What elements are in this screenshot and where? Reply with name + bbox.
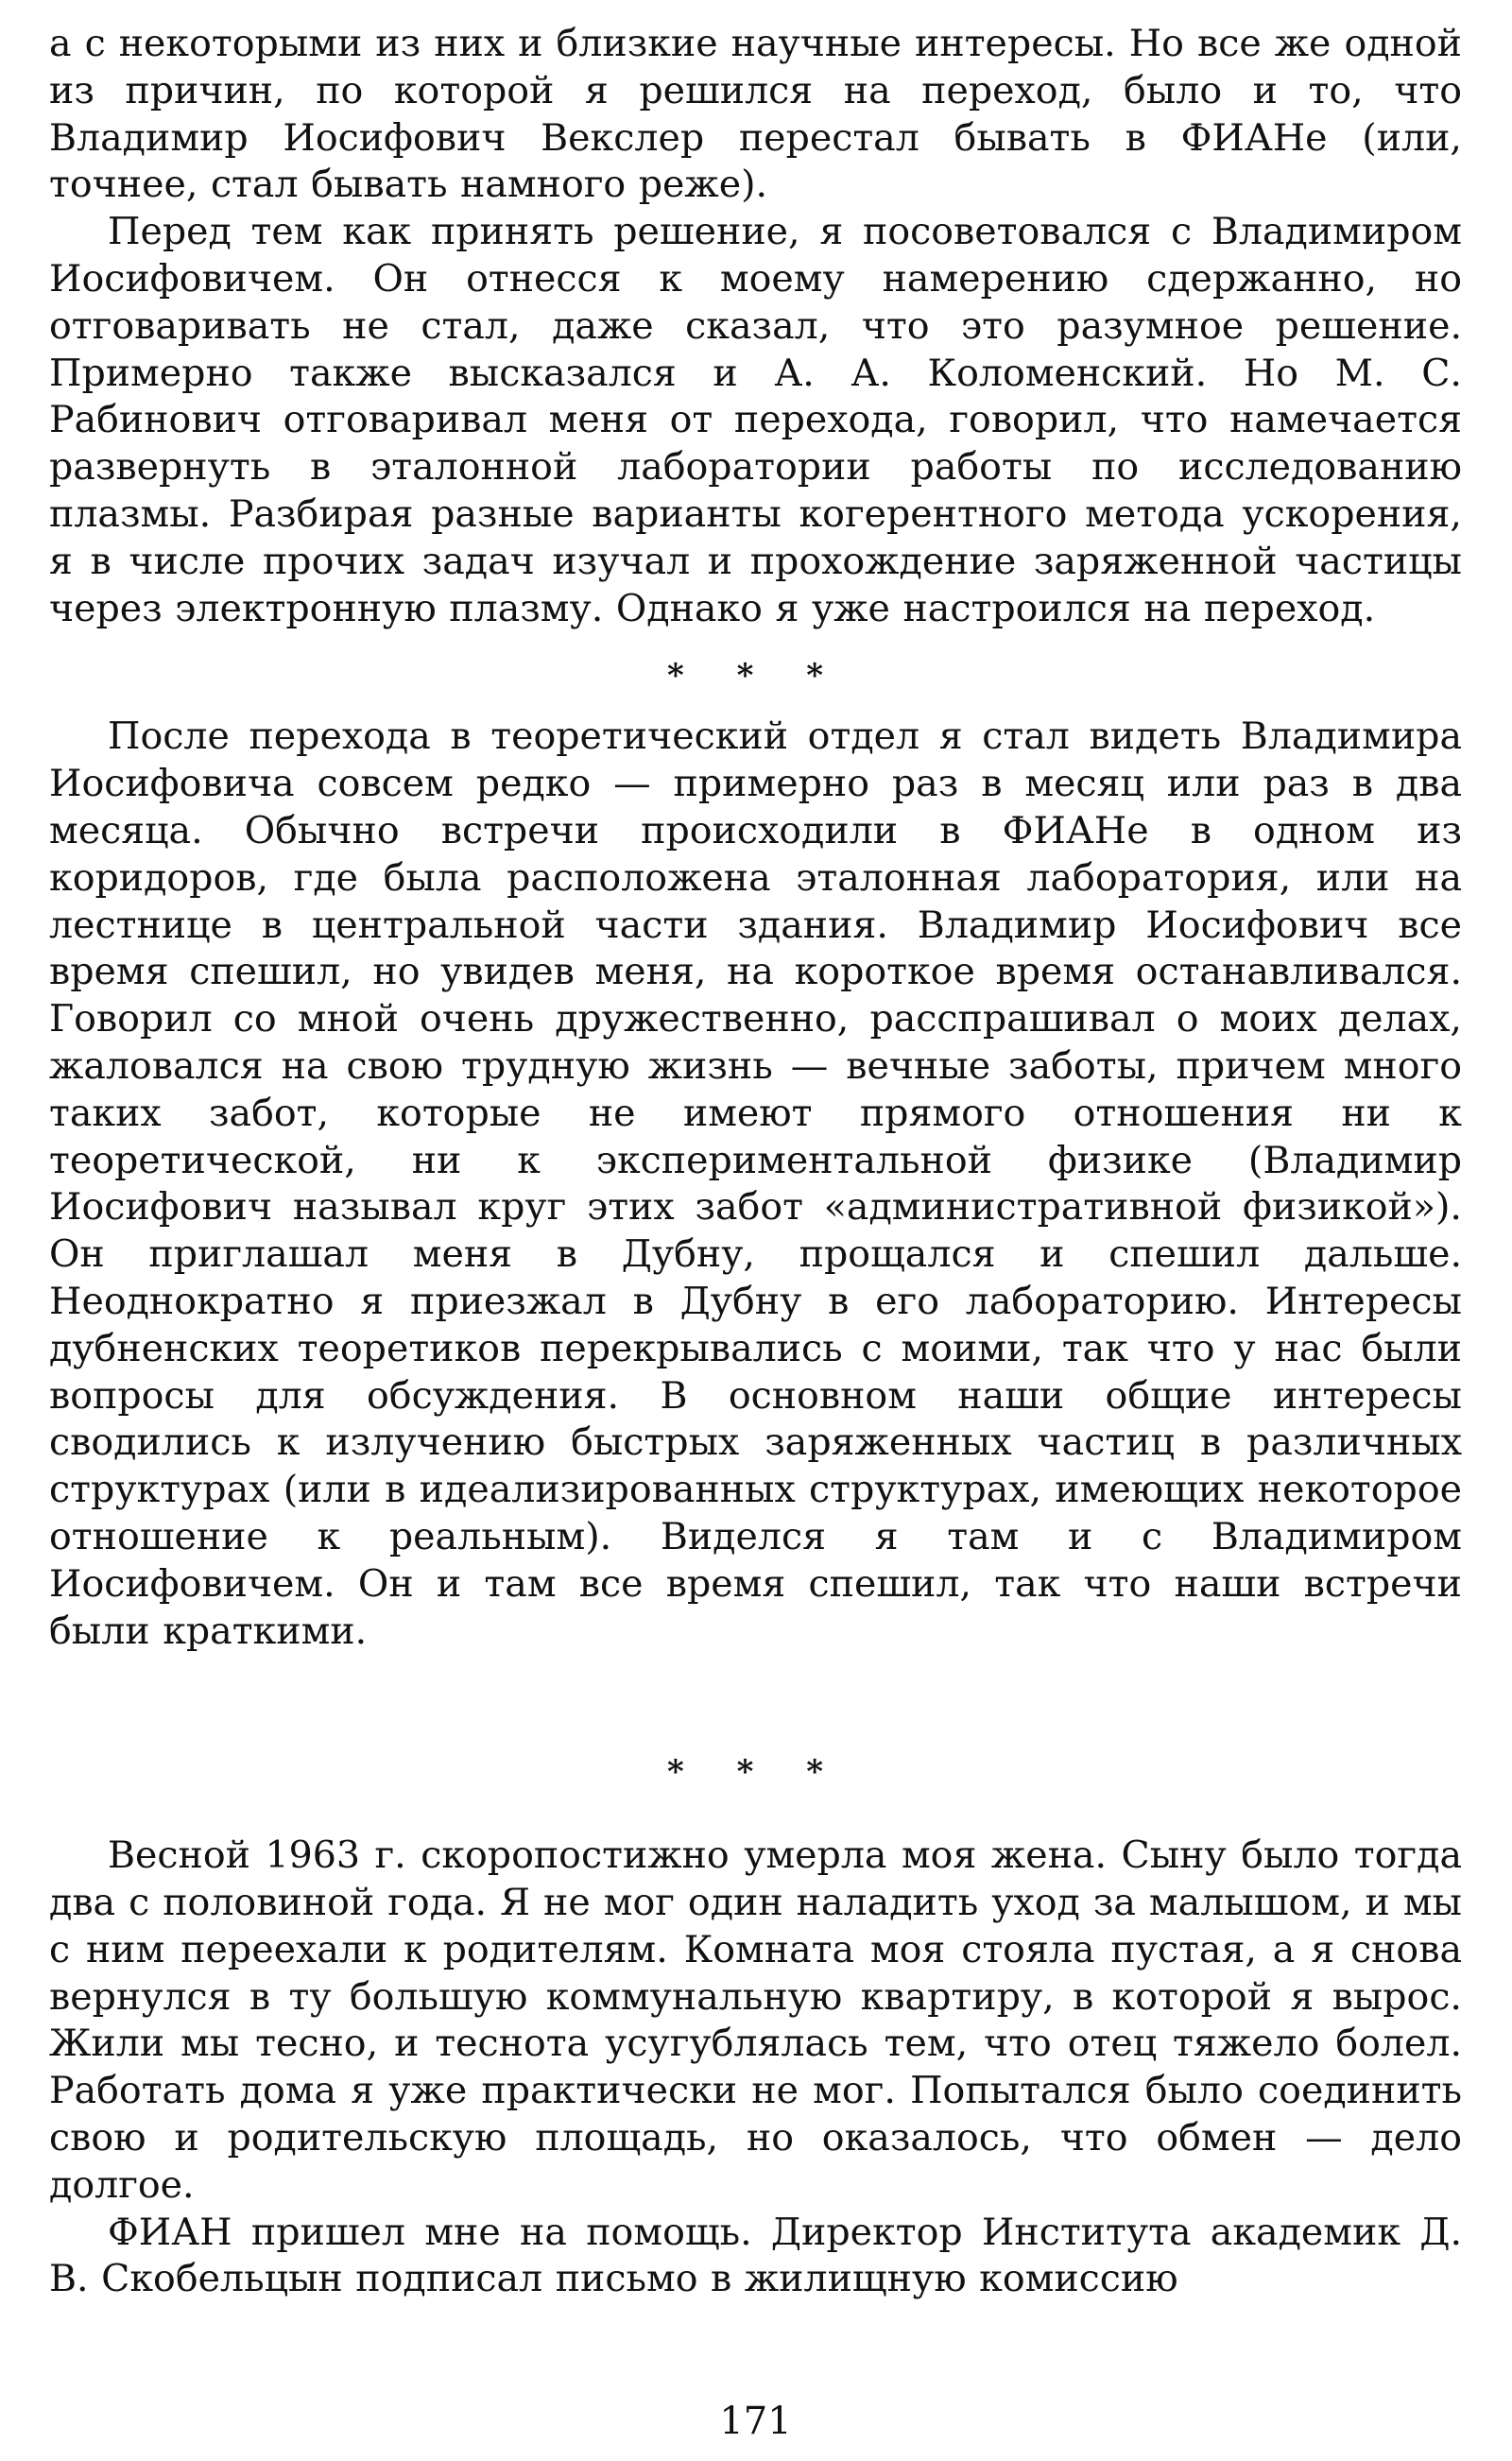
paragraph-5: ФИАН пришел мне на помощь. Директор Института академик Д. В. Скобельцын подписал письмо в жилищную комиссию <box>49 2210 1462 2301</box>
paragraph-1: а с некоторыми из них и близкие научные интересы. Но все же одной из причин, по которой я решился на переход, было и то, что Владимир Иосифович Векслер перестал бывать в ФИАНе (или, точнее, стал бывать намного реже). <box>49 22 1462 207</box>
book-page <box>49 21 1462 2443</box>
page-number: 171 <box>719 2400 792 2443</box>
paragraph-3: После перехода в теоретический отдел я стал видеть Владимира Иосифовича совсем редко — примерно раз в месяц или раз в два месяца. Обычно встречи происходили в ФИАНе в одном из коридоров, где была расположена эталонная лаборатория, или на лестнице в центральной части здания. Владимир Иосифович все время спешил, но увидев меня, на короткое время останавливался. Говорил со мной очень дружественно, расспрашивал о моих делах, жаловался на свою трудную жизнь — вечные заботы, причем много таких забот, которые не имеют прямого отношения ни к теоретической, ни к экспериментальной физике (Владимир Иосифович называл круг этих забот «административной физикой»). Он приглашал меня в Дубну, прощался и спешил дальше. Неоднократно я приезжал в Дубну в его лабораторию. Интересы дубненских теоретиков перекрывались с моими, так что у нас были вопросы для обсуждения. В основном наши общие интересы сводились к излучению быстрых заряженных частиц в различных структурах (или в идеализированных структурах, имеющих некоторое отношение к реальным). Виделся я там и с Владимиром Иосифовичем. Он и там все время спешил, так что наши встречи были краткими. <box>49 714 1462 1653</box>
paragraph-2: Перед тем как принять решение, я посоветовался с Владимиром Иосифовичем. Он отнесся к моему намерению сдержанно, но отговаривать не стал, даже сказал, что это разумное решение. Примерно также высказался и А. А. Коломенский. Но М. С. Рабинович отговаривал меня от перехода, говорил, что намечается развернуть в эталонной лаборатории работы по исследованию плазмы. Разбирая разные варианты когерентного метода ускорения, я в числе прочих задач изучал и прохождение заряженной частицы через электронную плазму. Однако я уже настроился на переход. <box>49 210 1462 630</box>
paragraph-4: Весной 1963 г. скоропостижно умерла моя жена. Сыну было тогда два с половиной года. Я не мог один наладить уход за малышом, и мы с ним переехали к родителям. Комната моя стояла пустая, а я снова вернулся в ту большую коммунальную квартиру, в которой я вырос. Жили мы тесно, и теснота усугублялась тем, что отец тяжело болел. Работать дома я уже практически не мог. Попытался было соединить свою и родительскую площадь, но оказалось, что обмен — дело долгое. <box>49 1833 1462 2207</box>
section-separator-1: * * * <box>666 657 844 696</box>
section-separator-2: * * * <box>666 1753 844 1792</box>
